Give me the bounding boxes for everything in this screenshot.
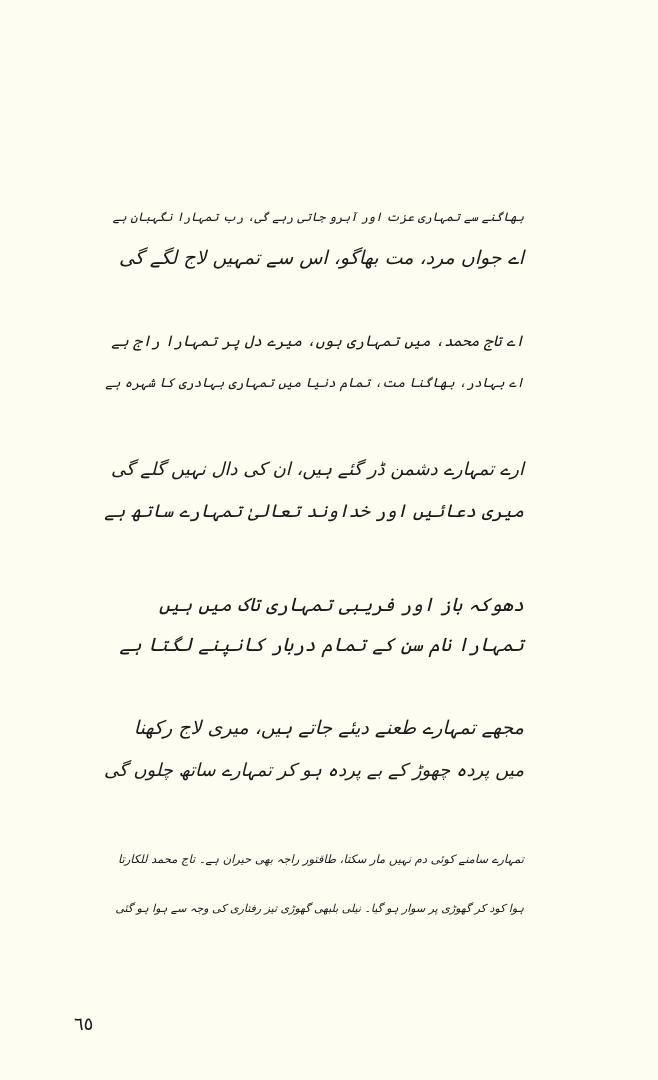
page-number: ٦٥ — [74, 1014, 94, 1035]
text-line: دھوکہ باز اور فریبی تمہاری تاک میں ہیں — [158, 594, 524, 616]
text-line: مجھے تمہارے طعنے دیئے جاتے ہیں، میری لاج رکھنا — [133, 717, 524, 739]
text-line: تمہارا نام سن کے تمام دربار کانپنے لگتا ہے — [119, 634, 524, 656]
text-line: اے بہادر، بھاگنا مت، تمام دنیا میں تمہاری بہادری کا شہرہ ہے — [105, 376, 524, 391]
text-line: ارے تمہارے دشمن ڈر گئے ہیں، ان کی دال نہیں گلے گی — [110, 459, 524, 480]
text-line: اے جواں مرد، مت بھاگو، اس سے تمہیں لاج لگے گی — [118, 247, 524, 269]
text-line: تمہارے سامنے کوئی دم نہیں مار سکتا، طاقتور راجہ بھی حیران ہے۔ تاج محمد للکارتا — [118, 852, 524, 866]
text-line: ہوا کود کر گھوڑی پر سوار ہو گیا۔ نیلی بلبھی گھوڑی تیز رفتاری کی وجہ سے ہوا ہو گئی — [115, 902, 524, 915]
text-line: میری دعائیں اور خداوند تعالیٰ تمہارے ساتھ ہے — [104, 501, 524, 522]
text-line: میں پردہ چھوڑ کے بے پردہ ہو کر تمہارے ساتھ چلوں گی — [104, 760, 524, 781]
text-line: اے تاج محمد، میں تمہاری ہوں، میرے دل پر تمہارا راج ہے — [111, 332, 524, 350]
text-line: بھاگنے سے تمہاری عزت اور آبرو جاتی رہے گی، رب تمہارا نگہبان ہے — [112, 210, 524, 224]
